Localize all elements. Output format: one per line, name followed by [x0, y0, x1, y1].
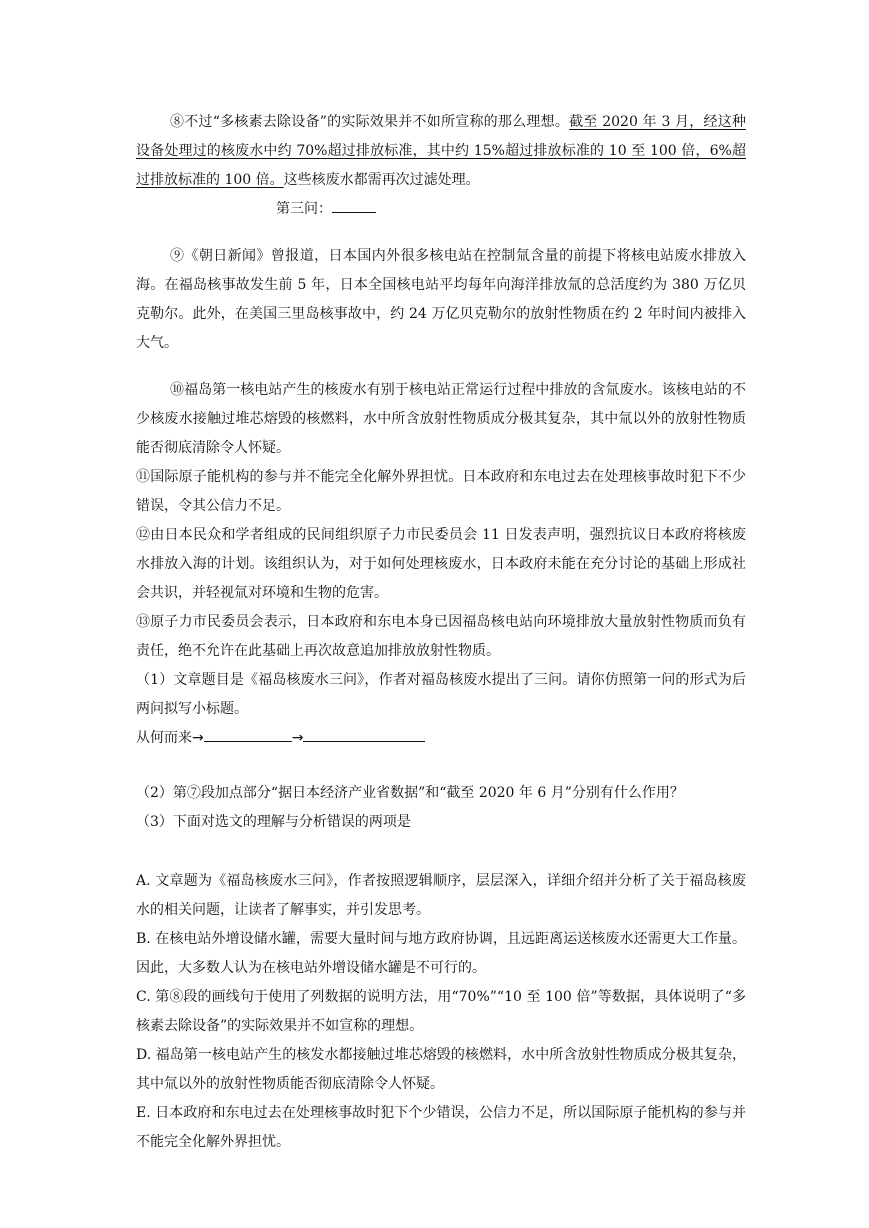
- paragraph-8-underlined-sentence: 截至 2020 年 3 月，经这种设备处理过的核废水中约 70%超过排放标准，其中约 15%超过排放标准的 10 至 100 倍，6%超过排放标准的 100 倍。: [136, 114, 746, 188]
- question-1: （1）文章题目是《福岛核废水三问》，作者对福岛核废水提出了三问。请你仿照第一问的形式为后两问拟写小标题。: [136, 672, 746, 717]
- question-3-heading: [136, 195, 746, 224]
- answer-1-blank-second[interactable]: [204, 725, 292, 742]
- question-3: （3）下面对选文的理解与分析错误的两项是: [136, 814, 411, 830]
- paragraph-8-tail: 这些核废水都需再次过滤处理。: [283, 172, 480, 188]
- answer-1-prefix: 从何而来: [136, 730, 192, 746]
- question-2: （2）第⑦段加点部分“据日本经济产业省数据”和“截至 2020 年 6 月”分别有什么作用？: [136, 785, 684, 801]
- answer-1-blank-third[interactable]: [303, 725, 425, 742]
- arrow-icon: →: [291, 730, 304, 746]
- arrow-icon: →: [192, 730, 204, 746]
- paragraph-12: ⑫由日本民众和学者组成的民间组织原子力市民委员会 11 日发表声明，强烈抗议日本政府将核废水排放入海的计划。该组织认为，对于如何处理核废水，日本政府未能在充分讨论的基础上形成社会共识，并轻视氚对环境和生物的危害。: [136, 527, 746, 601]
- document-body: [136, 108, 746, 1157]
- option-c[interactable]: C. 第⑧段的画线句于使用了列数据的说明方法，用“70%”“10 至 100 倍”等数据，具体说明了“多核素去除设备”的实际效果并不如宣称的理想。: [136, 989, 746, 1034]
- option-b[interactable]: B. 在核电站外增设储水罐，需要大量时间与地方政府协调，且远距离运送核废水还需更大工作量。因此，大多数人认为在核电站外增设储水罐是不可行的。: [136, 931, 746, 976]
- paragraph-11: ⑪国际原子能机构的参与并不能完全化解外界担忧。日本政府和东电过去在处理核事故时犯下不少错误，令其公信力不足。: [136, 469, 746, 514]
- option-e[interactable]: E. 日本政府和东电过去在处理核事故时犯下个少错误，公信力不足，所以国际原子能机构的参与并不能完全化解外界担忧。: [136, 1105, 746, 1150]
- answer-1-line: [136, 724, 746, 753]
- option-a[interactable]: A. 文章题为《福岛核废水三问》，作者按照逻辑顺序，层层深入，详细介绍并分析了关于福岛核废水的相关问题，让读者了解事实，并引发思考。: [136, 873, 746, 918]
- question-3-heading-label: 第三问：: [276, 201, 332, 217]
- paragraph-13: ⑬原子力市民委员会表示，日本政府和东电本身已因福岛核电站向环境排放大量放射性物质而负有责任，绝不允许在此基础上再次故意追加排放放射性物质。: [136, 614, 746, 659]
- paragraph-10: ⑩福岛第一核电站产生的核废水有别于核电站正常运行过程中排放的含氚废水。该核电站的不少核废水接触过堆芯熔毁的核燃料，水中所含放射性物质成分极其复杂，其中氚以外的放射性物质能否彻底清除令人怀疑。: [136, 382, 746, 456]
- question-3-blank[interactable]: [332, 196, 376, 213]
- options-list: [136, 867, 746, 1157]
- paragraph-8: [136, 108, 746, 195]
- option-d[interactable]: D. 福岛第一核电站产生的核发水都接触过堆芯熔毁的核燃料，水中所含放射性物质成分极其复杂，其中氚以外的放射性物质能否彻底清除令人怀疑。: [136, 1047, 746, 1092]
- paragraph-9: ⑨《朝日新闻》曾报道，日本国内外很多核电站在控制氚含量的前提下将核电站废水排放入海。在福岛核事故发生前 5 年，日本全国核电站平均每年向海洋排放氚的总活度约为 380 万亿贝克勒尔。此外，在美国三里岛核事故中，约 24 万亿贝克勒尔的放射性物质在约 2 年时间内被排入大气。: [136, 248, 746, 351]
- paragraph-8-text: ⑧不过“多核素去除设备”的实际效果并不如所宣称的那么理想。: [170, 114, 570, 130]
